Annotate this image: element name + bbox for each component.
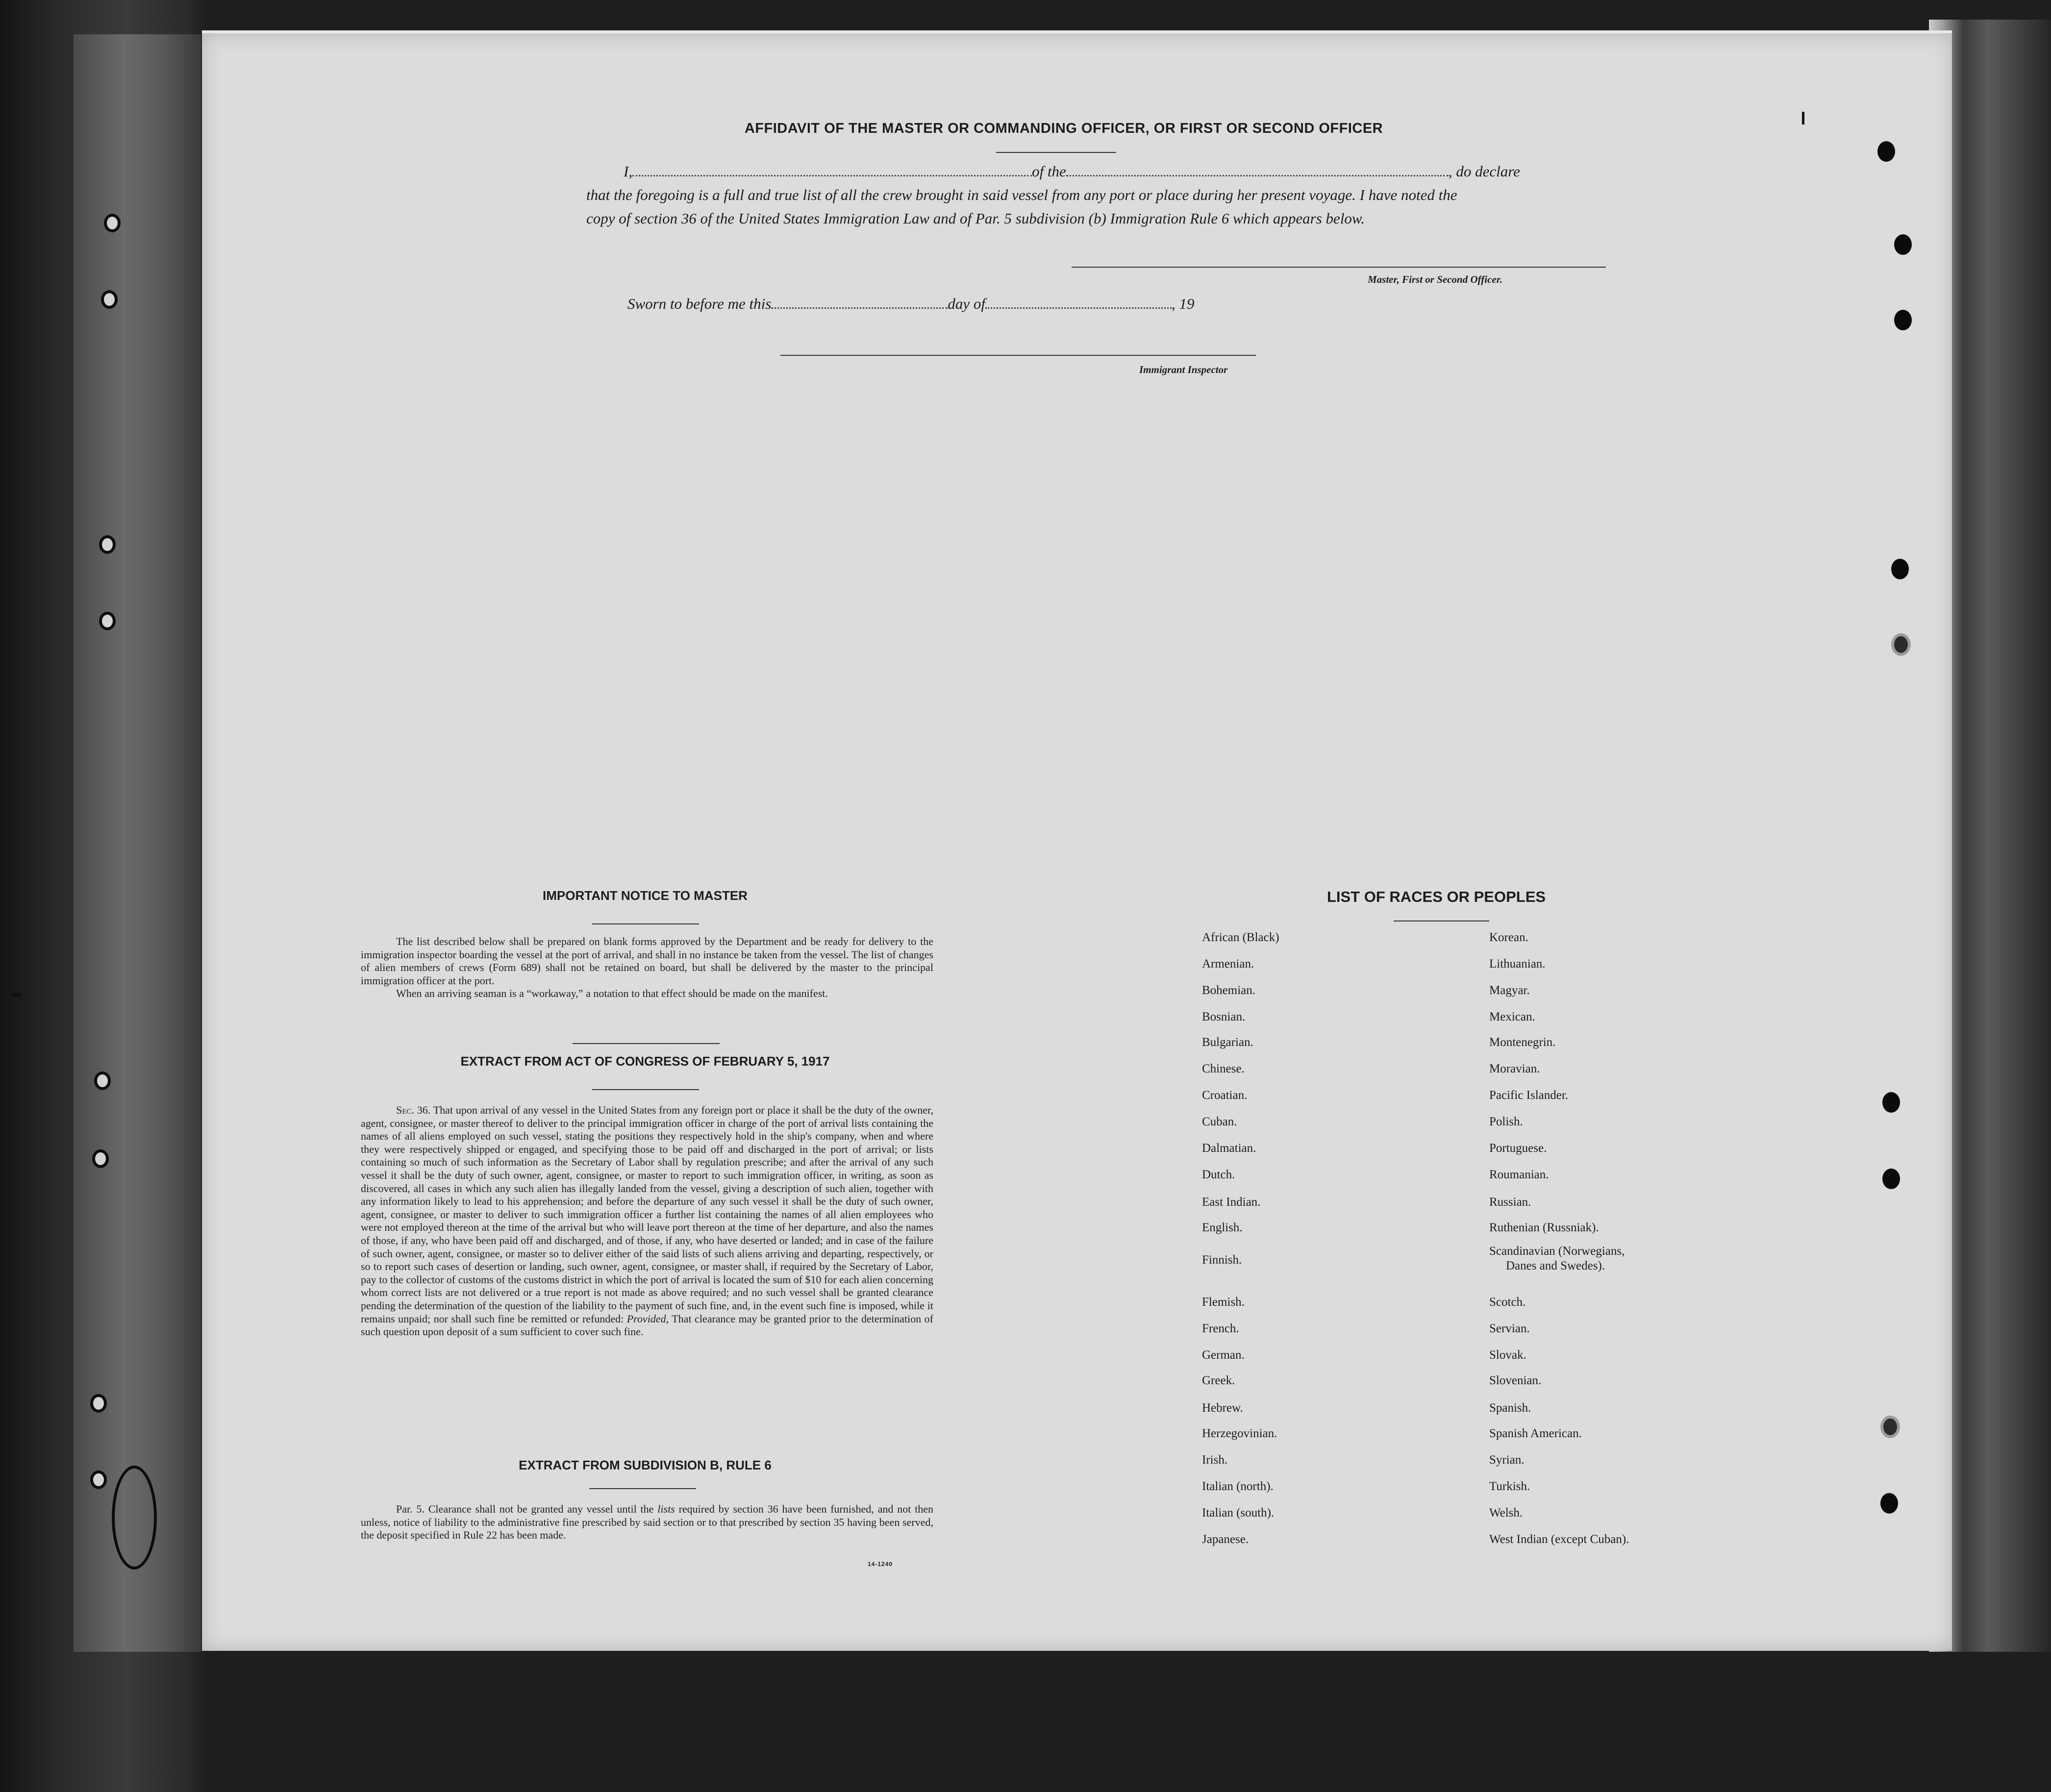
race-item: Greek. [1202, 1374, 1235, 1387]
day-of-label: day of [948, 295, 985, 312]
punch-hole-icon [1891, 559, 1909, 579]
race-item: English. [1202, 1221, 1243, 1234]
act-extract-rule [592, 1089, 699, 1090]
race-item: Korean. [1489, 931, 1528, 944]
race-item: West Indian (except Cuban). [1489, 1533, 1629, 1546]
notice-rule [592, 923, 699, 924]
signature-line [1072, 267, 1606, 268]
race-item: Moravian. [1489, 1062, 1540, 1075]
divider-rule [573, 1043, 720, 1044]
punch-hole-icon [99, 535, 116, 554]
punch-hole-icon [99, 612, 116, 630]
race-item: Hebrew. [1202, 1401, 1243, 1415]
race-item: Herzegovinian. [1202, 1427, 1277, 1440]
punch-hole-icon [1877, 141, 1895, 162]
rule-extract-rule [589, 1488, 696, 1489]
inspector-signature-line [780, 355, 1256, 356]
race-item: African (Black) [1202, 931, 1279, 944]
race-item: Russian. [1489, 1195, 1531, 1209]
race-item: Scotch. [1489, 1295, 1526, 1309]
race-item: Magyar. [1489, 984, 1530, 997]
sworn-day-blank [771, 297, 948, 309]
race-item: Dutch. [1202, 1168, 1235, 1181]
race-item: Italian (south). [1202, 1506, 1275, 1519]
punch-hole-icon [90, 1394, 107, 1413]
race-item: French. [1202, 1322, 1239, 1335]
notice-paragraph-2: When an arriving seaman is a “workaway,” a notation to that effect should be made on the manifest. [396, 987, 828, 1000]
margin-mark [1802, 112, 1804, 124]
affidavit-line-2: that the foregoing is a full and true list of all the crew brought in said vessel from any port or place during her present voyage. I have noted the [586, 186, 1457, 203]
notice-title: IMPORTANT NOTICE TO MASTER [543, 888, 748, 903]
race-item: Spanish. [1489, 1401, 1531, 1415]
race-item: East Indian. [1202, 1195, 1261, 1209]
race-item: Slovenian. [1489, 1374, 1542, 1387]
punch-hole-icon [1891, 633, 1911, 656]
race-item: Italian (north). [1202, 1480, 1274, 1493]
races-title: LIST OF RACES OR PEOPLES [1326, 888, 1546, 905]
race-item: Flemish. [1202, 1295, 1245, 1309]
punch-hole-icon [1894, 234, 1912, 255]
rule-extract-body [361, 1503, 933, 1542]
act-extract-body [361, 1104, 933, 1339]
affidavit-line-3: copy of section 36 of the United States Immigration Law and of Par. 5 subdivision (b) Immigration Rule 6 which appears below. [586, 210, 1365, 227]
race-item: Croatian. [1202, 1089, 1248, 1102]
affidavit-of-the-label: of the [1032, 163, 1066, 180]
race-item: Bulgarian. [1202, 1036, 1253, 1049]
name-blank [632, 164, 1032, 176]
title-underline [996, 152, 1116, 153]
signature-caption: Master, First or Second Officer. [1368, 274, 1502, 285]
section-label: Sec. 36. [396, 1104, 431, 1116]
rule-lead-text: Par. 5. Clearance shall not be granted any vessel until the [396, 1503, 654, 1515]
punch-hole-icon [94, 1071, 111, 1090]
race-item: Servian. [1489, 1322, 1530, 1335]
punch-hole-icon [101, 290, 118, 309]
sworn-month-blank [985, 297, 1172, 309]
race-item: Ruthenian (Russniak). [1489, 1221, 1599, 1234]
vessel-blank [1066, 164, 1449, 176]
race-item: Roumanian. [1489, 1168, 1549, 1181]
race-item: Dalmatian. [1202, 1142, 1256, 1155]
race-item: Pacific Islander. [1489, 1089, 1569, 1102]
punch-hole-icon [1894, 310, 1912, 330]
race-item: Turkish. [1489, 1480, 1530, 1493]
race-item: Polish. [1489, 1115, 1523, 1128]
race-item: Bosnian. [1202, 1010, 1246, 1023]
punch-hole-icon [1880, 1493, 1898, 1514]
act-extract-title: EXTRACT FROM ACT OF CONGRESS OF FEBRUARY 5, 1917 [460, 1054, 830, 1069]
race-item: Welsh. [1489, 1506, 1523, 1519]
race-item: Danes and Swedes). [1506, 1259, 1605, 1272]
inspector-caption: Immigrant Inspector [1139, 364, 1228, 375]
sworn-line [627, 292, 1194, 315]
ink-scribble [112, 1466, 157, 1569]
punch-hole-icon [1882, 1092, 1900, 1113]
race-item: Finnish. [1202, 1253, 1242, 1267]
race-item: Cuban. [1202, 1115, 1237, 1128]
race-item: Mexican. [1489, 1010, 1535, 1023]
punch-hole-icon [1880, 1416, 1900, 1438]
race-item: Lithuanian. [1489, 957, 1546, 971]
punch-hole-icon [92, 1149, 109, 1168]
rule-body-text: required by section 36 have been furnished, and not then unless, notice of liability to the administrative fine prescribed by said section or to that prescribed by section 35 having been served, the deposit specified in Rule 22 has been made. [361, 1503, 934, 1542]
rule-extract-title: EXTRACT FROM SUBDIVISION B, RULE 6 [519, 1458, 772, 1472]
race-item: German. [1202, 1348, 1245, 1362]
section-36-text: That upon arrival of any vessel in the United States from any foreign port or place it shall be the duty of the owner, agent, consignee, or master thereof to deliver to the principal immigration officer in charge of the port of arrival lists containing the names of all aliens employed on such vessel, stating the positions they respectively hold in the ship's company, when and where they were respectively shipped or engaged, and specifying those to be paid off and discharged in the port of arrival; or lists containing so much of such information as the Secretary of Labor shall by regulation prescribe; and after the arrival of any such vessel it shall be the duty of such owner, agent, consignee, or master to report to such immigration officer, in writing, as soon as discovered, all cases in which any such alien has illegally landed from the vessel, giving a description of such alien, together with any information likely to lead to his apprehension; and before the departure of any such vessel it shall be the duty of such owner, agent, consignee, or master to deliver to such immigration officer a further list containing the names of all alien employees who were not employed thereon at the time of the arrival but who will leave port thereon at the time of her departure, and also the names of those, if any, who have been paid off and discharged, and of those, if any, who have deserted or landed; and in case of the failure of such owner, agent, consignee, or master so to deliver either of the said lists of such aliens arriving and departing, respectively, or so to report such cases of desertion or landing, such owner, agent, consignee, or master shall, if required by the Secretary of Labor, pay to the collector of customs of the customs district in which the port of arrival is located the sum of $10 for each alien concerning whom correct lists are not delivered or a true report is not made as above required; and no such vessel shall be granted clearance pending the determination of the question of the liability to the payment of such fine, and, in the event such fine is imposed, while it remains unpaid; nor shall such fine be remitted or refunded: [361, 1104, 933, 1325]
punch-hole-icon [1882, 1169, 1900, 1189]
affidavit-title: AFFIDAVIT OF THE MASTER OR COMMANDING OFFICER, OR FIRST OR SECOND OFFICER [744, 121, 1383, 136]
race-item: Syrian. [1489, 1453, 1525, 1467]
race-item: Montenegrin. [1489, 1036, 1556, 1049]
provided-word: Provided, [626, 1312, 669, 1325]
punch-hole-icon [104, 214, 121, 232]
notice-body [361, 935, 933, 1000]
race-item: Armenian. [1202, 957, 1254, 971]
form-number: 14-1240 [868, 1561, 893, 1568]
race-item: Japanese. [1202, 1533, 1249, 1546]
race-item: Bohemian. [1202, 984, 1256, 997]
sworn-label: Sworn to before me this [627, 295, 772, 312]
punch-hole-icon [90, 1470, 107, 1489]
race-item: Irish. [1202, 1453, 1228, 1467]
race-item: Scandinavian (Norwegians, [1489, 1244, 1625, 1258]
race-item: Portuguese. [1489, 1142, 1547, 1155]
manifest-page [202, 30, 1952, 1651]
margin-mark [11, 993, 22, 997]
affidavit-i-label: I, [624, 163, 633, 180]
lists-word: lists [657, 1503, 675, 1515]
notice-paragraph-1: The list described below shall be prepared on blank forms approved by the Department and be ready for delivery to the immigration inspector boarding the vessel at the port of arrival, and shall in no instance be taken from the vessel. The list of changes of alien members of crews (Form 689) shall not be retained on board, but shall be delivered by the master to the principal immigration officer at the port. [361, 935, 933, 987]
section-36-tail: That clearance may be granted prior to the determination of such question upon deposit of a sum sufficient to cover such fine. [361, 1312, 933, 1338]
affidavit-line-1 [624, 160, 1520, 183]
race-item: Slovak. [1489, 1348, 1526, 1362]
race-item: Chinese. [1202, 1062, 1245, 1075]
race-item: Spanish American. [1489, 1427, 1582, 1440]
affidavit-declare-label: , do declare [1448, 163, 1520, 180]
year-label: , 19 [1171, 295, 1195, 312]
